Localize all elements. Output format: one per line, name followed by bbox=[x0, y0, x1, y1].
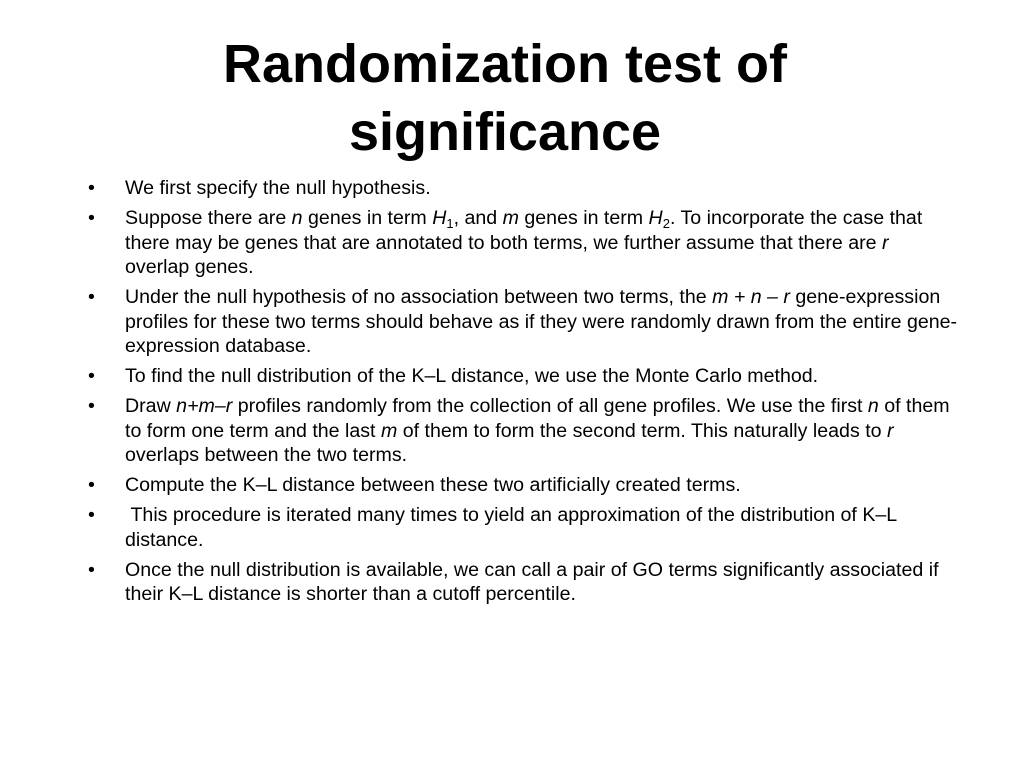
text-run: overlaps between the two terms. bbox=[125, 444, 408, 466]
bullet-marker: • bbox=[88, 207, 95, 229]
slide-title bbox=[100, 30, 910, 166]
text-run: profiles randomly from the collection of all gene profiles. We use the first bbox=[232, 395, 868, 417]
text-run: Draw bbox=[125, 395, 177, 417]
italic-variable: n bbox=[867, 395, 879, 417]
subscript: 2 bbox=[662, 216, 670, 231]
italic-variable: n bbox=[291, 207, 303, 229]
italic-variable: m bbox=[502, 207, 519, 229]
bullet-text: Once the null distribution is available, we can call a pair of GO terms significantly associated if their K–L distance is shorter than a cutoff percentile. bbox=[125, 558, 939, 605]
bullet-text: To find the null distribution of the K–L distance, we use the Monte Carlo method. bbox=[125, 365, 819, 387]
text-run: Under the null hypothesis of no association between two terms, the bbox=[125, 286, 713, 308]
slide-title-line-1: Randomization test of bbox=[223, 34, 787, 94]
bullet-marker: • bbox=[88, 504, 95, 526]
bullet-item-5 bbox=[88, 394, 958, 468]
subscript: 1 bbox=[446, 216, 454, 231]
text-run: . To incorporate the case that there may be genes that are annotated to both terms, we further assume that there are bbox=[125, 207, 923, 254]
bullet-marker: • bbox=[88, 286, 95, 308]
text-run: Suppose there are bbox=[125, 207, 292, 229]
bullet-item-7 bbox=[88, 503, 958, 552]
bullet-list bbox=[88, 176, 958, 612]
bullet-marker: • bbox=[88, 177, 95, 199]
bullet-item-8 bbox=[88, 558, 958, 607]
bullet-marker: • bbox=[88, 474, 95, 496]
italic-variable: H bbox=[432, 207, 447, 229]
italic-expression: m + n – r bbox=[712, 286, 790, 308]
bullet-text bbox=[125, 395, 950, 466]
text-run: genes in term bbox=[302, 207, 433, 229]
bullet-marker: • bbox=[88, 395, 95, 417]
text-run: of them to form one term and the last bbox=[125, 395, 950, 442]
bullet-text: We first specify the null hypothesis. bbox=[125, 177, 431, 199]
bullet-item-4 bbox=[88, 364, 958, 389]
text-run: genes in term bbox=[518, 207, 649, 229]
bullet-marker: • bbox=[88, 558, 95, 581]
italic-variable: H bbox=[648, 207, 663, 229]
italic-variable: r bbox=[881, 231, 889, 254]
text-run: of them to form the second term. This naturally leads to bbox=[397, 419, 887, 442]
text-run: , and bbox=[453, 207, 503, 229]
slide-title-line-2: significance bbox=[348, 102, 662, 162]
bullet-item-1 bbox=[88, 176, 958, 201]
bullet-item-3 bbox=[88, 285, 958, 359]
bullet-text bbox=[125, 207, 922, 278]
text-run: gene-expression profiles for these two terms should behave as if they were randomly drawn from the entire gene-expression database. bbox=[125, 286, 958, 357]
italic-variable: m bbox=[380, 419, 398, 442]
bullet-text bbox=[125, 286, 957, 357]
text-run: overlap genes. bbox=[125, 256, 254, 278]
bullet-marker: • bbox=[88, 365, 95, 387]
bullet-item-2 bbox=[88, 206, 958, 280]
bullet-text: This procedure is iterated many times to yield an approximation of the distribution of K–L distance. bbox=[125, 504, 902, 551]
italic-expression: n+m–r bbox=[176, 395, 233, 417]
italic-variable: r bbox=[886, 419, 894, 442]
bullet-item-6 bbox=[88, 473, 958, 498]
bullet-text: Compute the K–L distance between these two artificially created terms. bbox=[125, 474, 741, 496]
